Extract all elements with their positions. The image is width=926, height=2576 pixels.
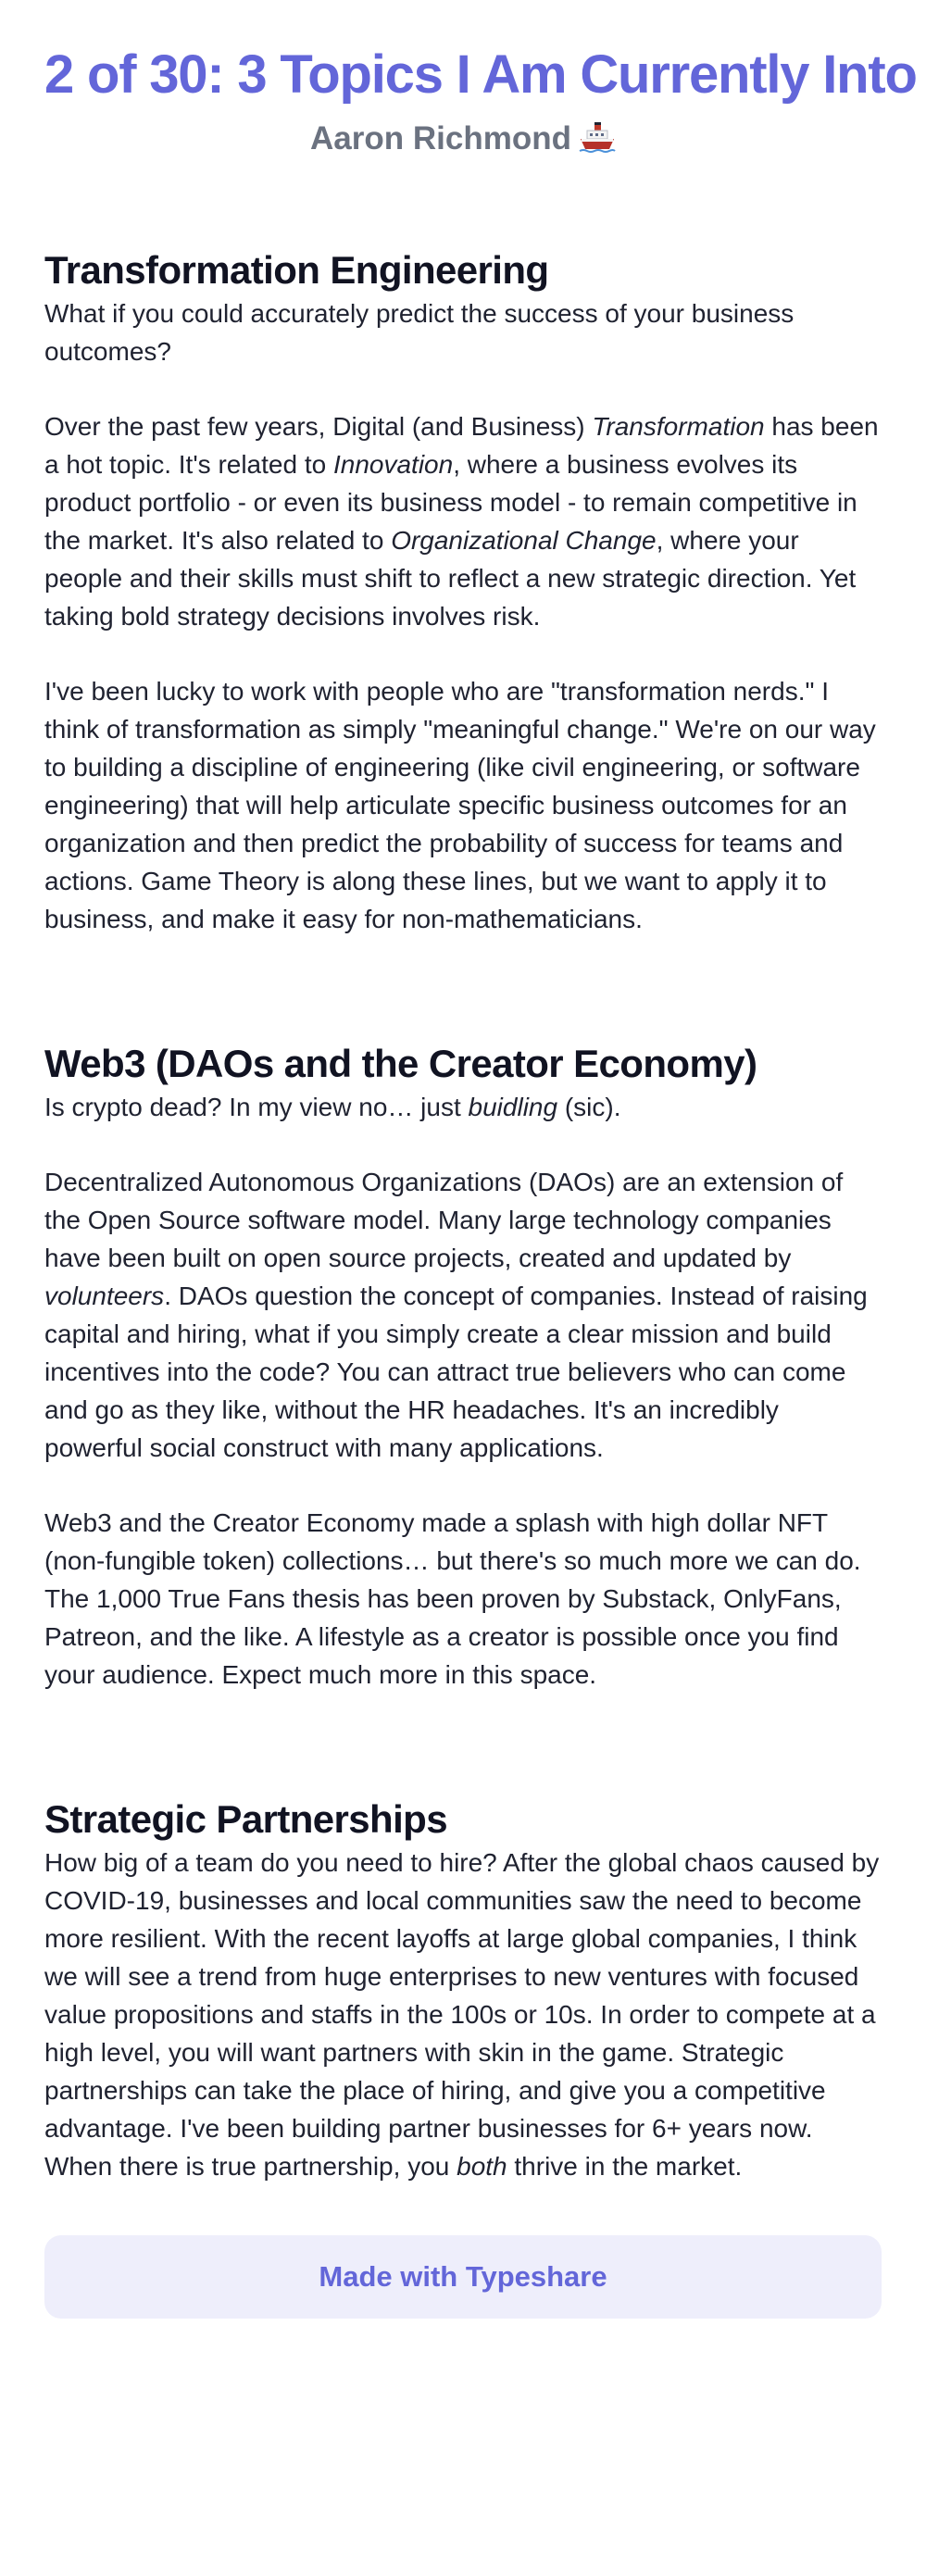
made-with-typeshare-link[interactable]: Made with Typeshare xyxy=(44,2235,882,2319)
emphasis: buidling xyxy=(468,1093,558,1121)
emphasis: Transformation xyxy=(592,412,765,441)
section-heading: Strategic Partnerships xyxy=(44,1797,447,1841)
section-paragraph: I've been lucky to work with people who are "transformation nerds." I think of transformation as simply "meaningful change." We're on our way to building a discipline of engineering (like civil engineering, or software engineering) that will help articulate specific business outcomes for an organization and then predict the probability of success for teams and actions. Game Theory is along these lines, but we want to apply it to business, and make it easy for non-mathematicians. xyxy=(44,677,876,933)
section-paragraph: How big of a team do you need to hire? After the global chaos caused by COVID-19, businesses and local communities saw the need to become more resilient. With the recent layoffs at large global companies, I think we will see a trend from huge enterprises to new ventures with focused value propositions and staffs in the 100s or 10s. In order to compete at a high level, you will want partners with skin in the game. Strategic partnerships can take the place of hiring, and give you a competitive advantage. I've been building partner businesses for 6+ years now. When there is true partnership, you both thrive in the market. xyxy=(44,1848,880,2181)
section-strategic-partnerships xyxy=(44,1795,882,2185)
section-paragraph: Is crypto dead? In my view no… just buidling (sic). xyxy=(44,1093,621,1121)
emphasis: volunteers xyxy=(44,1282,165,1310)
emphasis: Innovation xyxy=(332,450,454,479)
author-name: Aaron Richmond xyxy=(310,120,571,156)
emphasis: Organizational Change xyxy=(391,526,657,555)
section-paragraph: Web3 and the Creator Economy made a splash with high dollar NFT (non-fungible token) collections… but there's so much more we can do. The 1,000 True Fans thesis has been proven by Substack, OnlyFans, Patreon, and the like. A lifestyle as a creator is possible once you find your audience. Expect much more in this space. xyxy=(44,1508,861,1689)
section-heading: Web3 (DAOs and the Creator Economy) xyxy=(44,1042,757,1085)
section-web3 xyxy=(44,1040,882,1694)
emphasis: both xyxy=(457,2152,507,2181)
section-paragraph: Decentralized Autonomous Organizations (DAOs) are an extension of the Open Source software model. Many large technology companies have been built on open source projects, created and updated by volunteers. DAOs question the concept of companies. Instead of raising capital and hiring, what if you simply create a clear mission and build incentives into the code? You can attract true believers who can come and go as they like, without the HR headaches. It's an incredibly powerful social construct with many applications. xyxy=(44,1168,868,1462)
ship-icon xyxy=(579,120,616,154)
author-line xyxy=(44,119,882,159)
page xyxy=(0,43,926,2319)
section-transformation-engineering xyxy=(44,246,882,938)
section-heading: Transformation Engineering xyxy=(44,248,549,292)
section-paragraph: Over the past few years, Digital (and Business) Transformation has been a hot topic. It's related to Innovation, where a business evolves its product portfolio - or even its business model - to remain competitive in the market. It's also related to Organizational Change, where your people and their skills must shift to reflect a new strategic direction. Yet taking bold strategy decisions involves risk. xyxy=(44,412,879,631)
page-title: 2 of 30: 3 Topics I Am Currently Into xyxy=(44,44,917,105)
section-paragraph: What if you could accurately predict the success of your business outcomes? xyxy=(44,299,795,366)
